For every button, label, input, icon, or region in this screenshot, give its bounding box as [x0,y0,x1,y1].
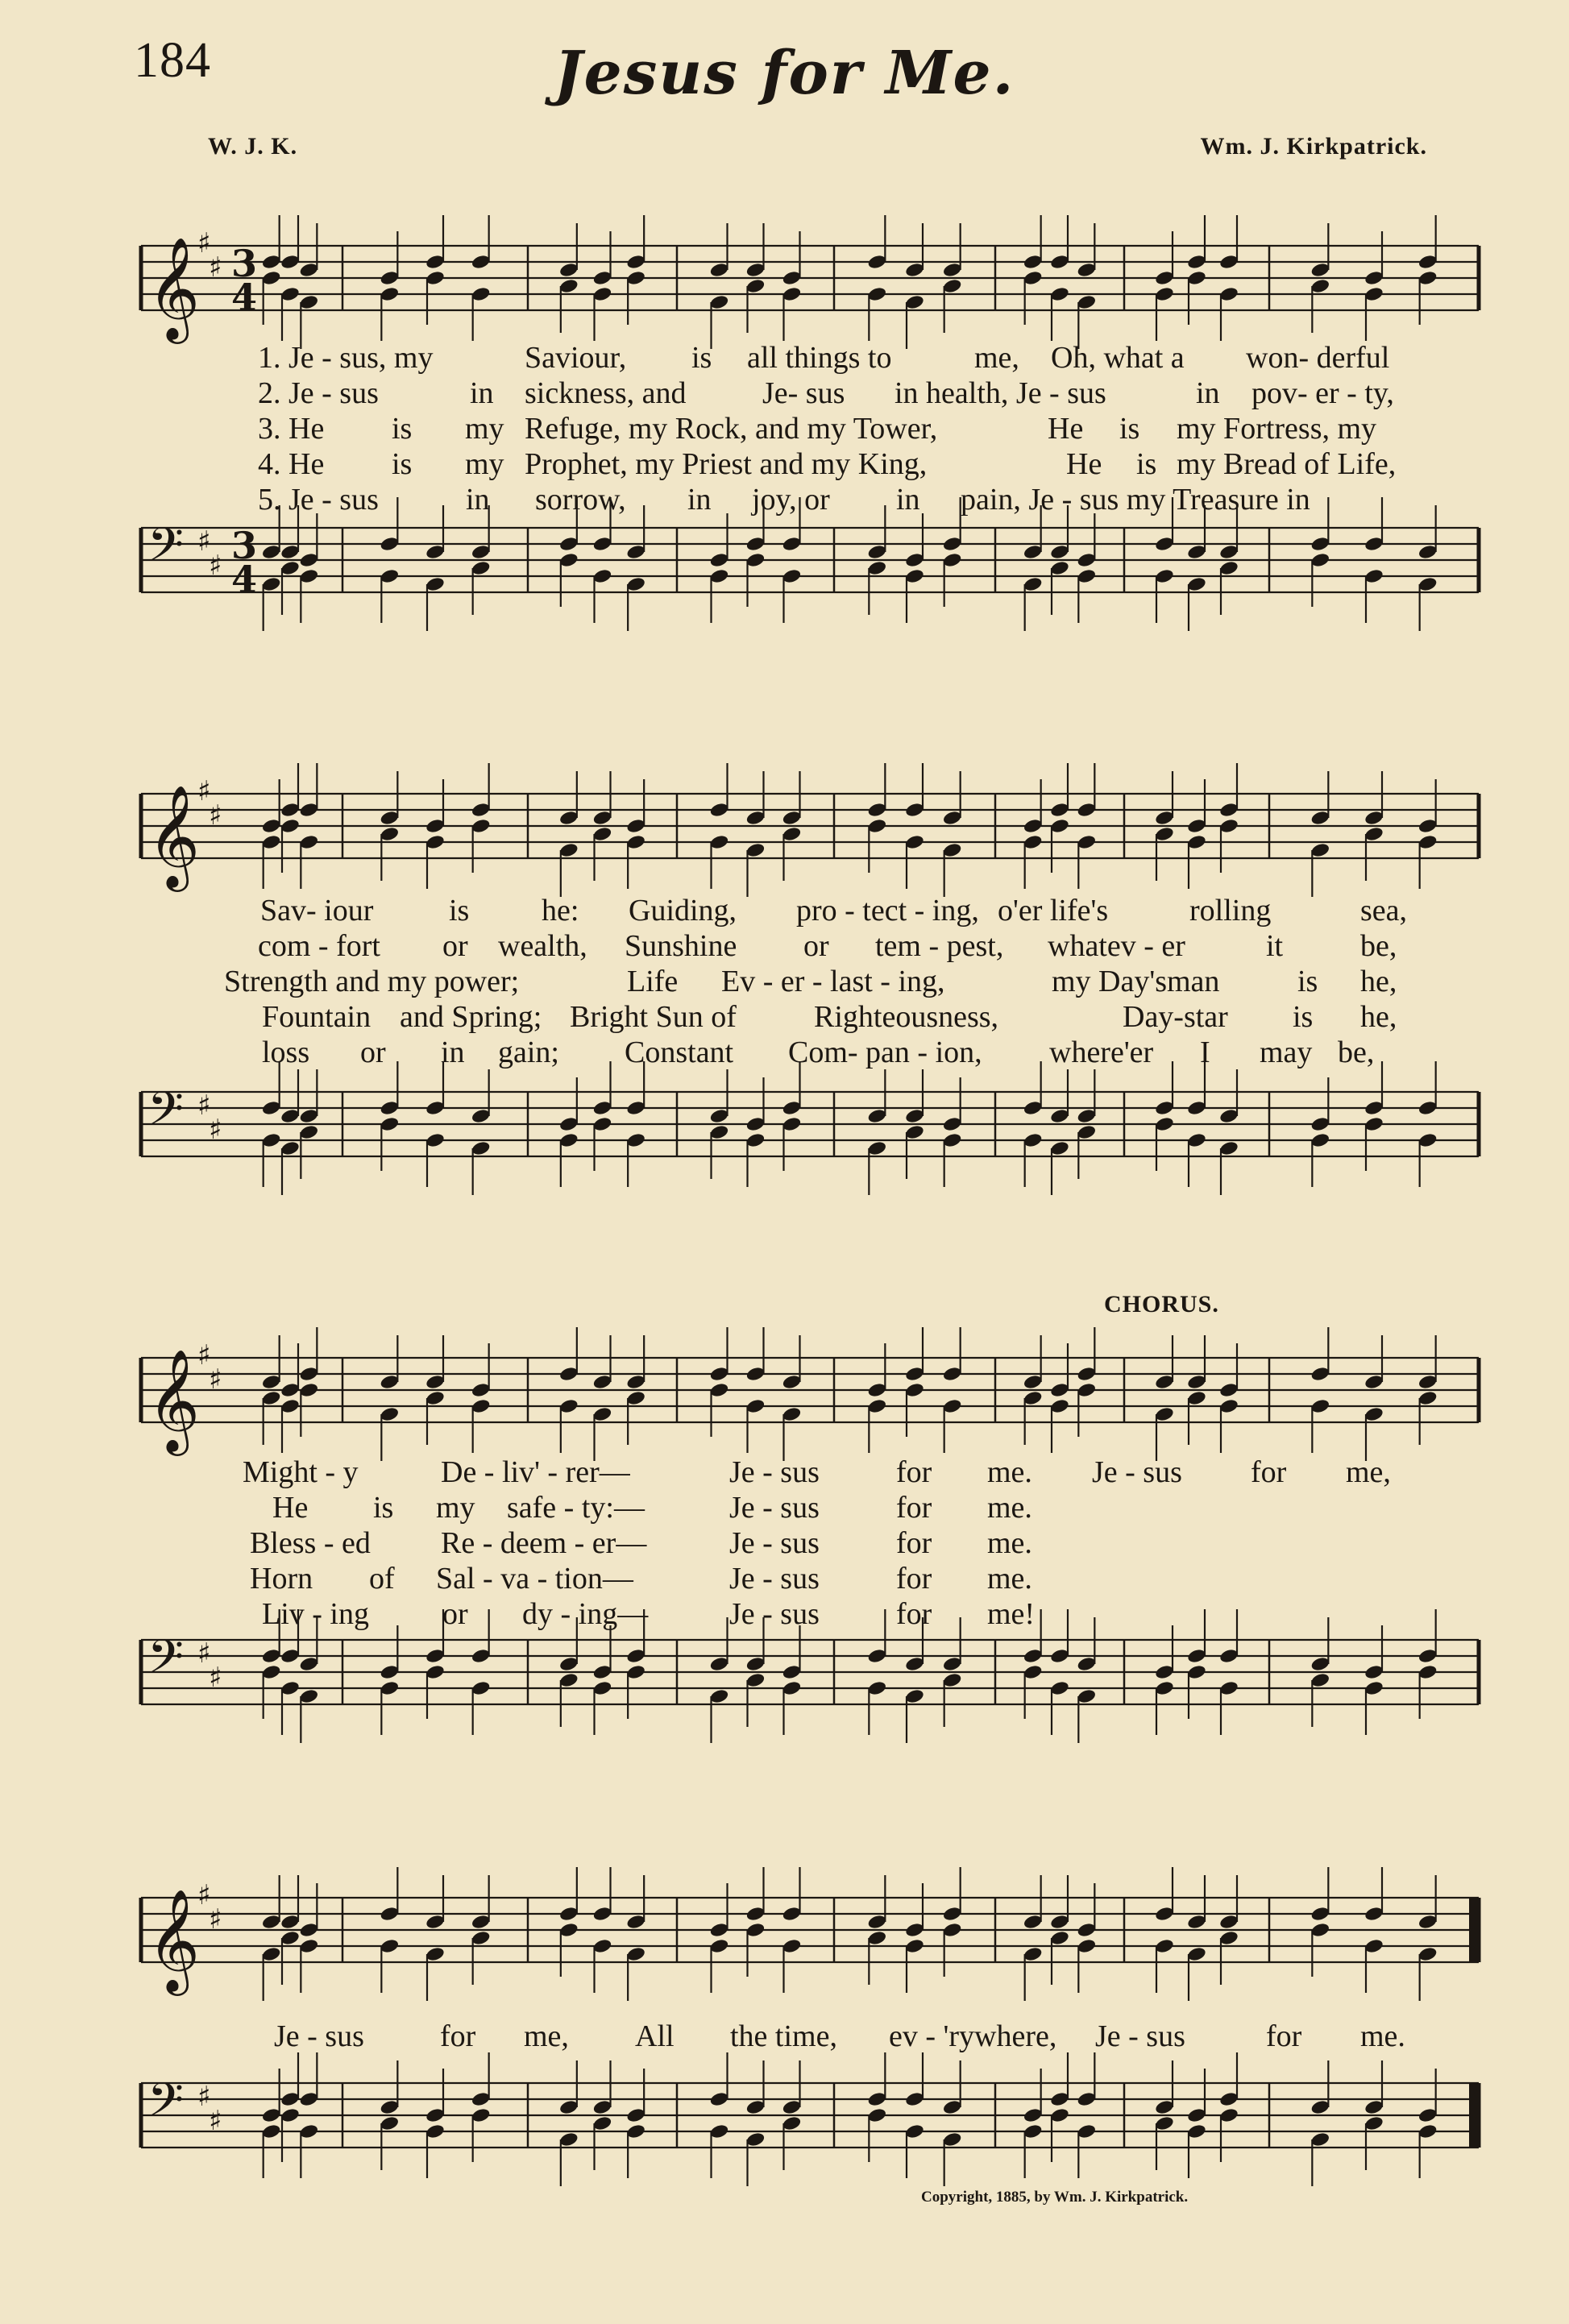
lyric-line: com - fort or wealth, Sunshine or tem - pest, whatev - er it be, [258,929,1397,963]
sharp-icon: ♯ [209,2105,222,2137]
staff-lines [141,1861,1479,1991]
lyric-line: 2. Je - sus in sickness, and Je- sus in health, Je - sus in pov- er - ty, [258,376,1394,410]
time-signature-lower: 4 [231,276,258,319]
bass-staff [141,508,1479,645]
music-system-1 [141,177,1479,645]
sharp-icon: ♯ [197,227,211,259]
verse-lyrics [141,1446,1479,1631]
sharp-icon: ♯ [197,1339,211,1372]
verse-lyrics [141,330,1479,517]
lyric-line: Sav- iour is he: Guiding, pro - tect - ing, o'er life's rolling sea, [260,894,1408,928]
lyric-line: 4. He is my Prophet, my Priest and my King, He is my Bread of Life, [258,447,1397,481]
staff-lines [141,508,1479,645]
lyric-line: Je - sus for me, All the time, ev - 'rywhere, Je - sus for me. [274,2019,1405,2053]
verse-lyrics [141,886,1479,1069]
final-barline [1469,2083,1479,2148]
lyric-line: He is my safe - ty:— Je - sus for me. [272,1491,1032,1525]
sharp-icon: ♯ [209,1903,222,1936]
treble-clef-icon: 𝄞 [147,784,201,887]
time-signature-upper: 3 [231,524,258,567]
sharp-icon: ♯ [197,1879,211,1911]
copyright-notice: Copyright, 1885, by Wm. J. Kirkpatrick. [921,2189,1189,2206]
staff-lines [141,1072,1479,1225]
sharp-icon: ♯ [209,550,222,582]
chorus-label: CHORUS. [1104,1291,1219,1318]
bass-staff [141,2063,1479,2208]
treble-clef-icon: 𝄞 [147,236,201,339]
chorus-lyrics [141,2019,1479,2059]
lyric-line: Fountain and Spring; Bright Sun of Righteousness, Day-star is he, [262,1000,1397,1034]
staff-lines [141,210,1479,339]
staff-lines [141,1322,1479,1451]
sharp-icon: ♯ [209,799,222,832]
sharp-icon: ♯ [209,1662,222,1694]
lyric-line: Might - y De - liv' - rer— Je - sus for me. Je - sus for me, [243,1455,1391,1489]
bass-clef-icon: 𝄢 [147,1081,185,1147]
bass-clef-icon: 𝄢 [147,517,185,583]
sharp-icon: ♯ [197,1637,211,1670]
page-number: 184 [134,33,211,88]
lyric-line: 5. Je - sus in sorrow, in joy, or in pain, Je - sus my Treasure in [258,483,1310,517]
sharp-icon: ♯ [209,1114,222,1146]
hymn-title: Jesus for Me. [554,39,1015,108]
music-system-2 [141,741,1479,1225]
staff-lines [141,757,1479,887]
lyric-line: 1. Je - sus, my Saviour, is all things to me, Oh, what a won- derful [258,341,1390,375]
bass-staff [141,1620,1479,1773]
treble-staff [141,757,1479,887]
time-signature-lower: 4 [231,558,258,601]
lyric-line: Liv - ing or dy - ing— Je - sus for me! [262,1597,1036,1631]
sharp-icon: ♯ [197,525,211,558]
lyric-line: Bless - ed Re - deem - er— Je - sus for me. [250,1526,1032,1560]
sharp-icon: ♯ [197,2081,211,2113]
lyric-line: 3. He is my Refuge, my Rock, and my Tower, He is my Fortress, my [258,412,1377,446]
treble-clef-icon: 𝄞 [147,1348,201,1451]
music-system-3 [141,1273,1479,1773]
final-barline [1469,1898,1479,1962]
treble-staff [141,1861,1479,1991]
sharp-icon: ♯ [209,251,222,284]
music-credit: Wm. J. Kirkpatrick. [1200,133,1427,160]
time-signature-upper: 3 [231,242,258,285]
bass-clef-icon: 𝄢 [147,2073,185,2139]
bass-clef-icon: 𝄢 [147,1629,185,1695]
lyric-line: Horn of Sal - va - tion— Je - sus for me. [250,1562,1032,1596]
treble-clef-icon: 𝄞 [147,1888,201,1991]
lyric-line: Strength and my power; Life Ev - er - last - ing, my Day'sman is he, [224,965,1397,998]
sharp-icon: ♯ [197,1089,211,1122]
music-system-4 [141,1845,1479,2208]
sharp-icon: ♯ [209,1363,222,1396]
treble-staff [141,210,1479,339]
staff-lines [141,1620,1479,1773]
words-credit: W. J. K. [208,133,298,160]
staff-lines [141,2063,1479,2208]
lyric-line: loss or in gain; Constant Com- pan - ion, where'er I may be, [262,1035,1375,1069]
treble-staff [141,1322,1479,1451]
sharp-icon: ♯ [197,775,211,807]
bass-staff [141,1072,1479,1225]
